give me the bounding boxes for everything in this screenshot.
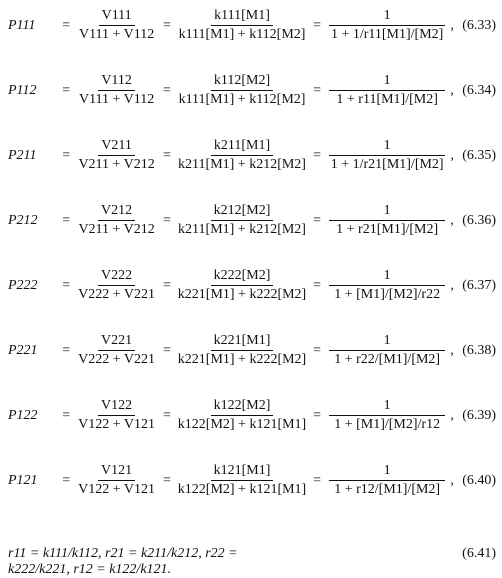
- fraction-denominator: 1 + r12/[M1]/[M2]: [334, 482, 441, 497]
- fraction-denominator: k221[M1] + k222[M2]: [177, 287, 307, 302]
- fraction-denominator: V122 + V121: [78, 417, 156, 432]
- fraction-denominator: V222 + V221: [78, 352, 156, 367]
- fraction-denominator: 1 + [M1]/[M2]/r12: [334, 417, 441, 432]
- equation-lhs: P111: [8, 17, 36, 33]
- equation-lhs: P221: [8, 342, 38, 358]
- trailing-punctuation: ,: [450, 17, 454, 33]
- equals-sign: =: [313, 17, 321, 33]
- equals-sign: =: [313, 82, 321, 98]
- equals-sign: =: [62, 82, 71, 98]
- fraction-numerator: V221: [98, 333, 135, 351]
- trailing-punctuation: ,: [450, 407, 454, 423]
- fraction-r: [324, 73, 450, 108]
- fraction-denominator: V111 + V112: [78, 92, 155, 107]
- equation-number: (6.33): [462, 17, 497, 33]
- fraction-denominator: V211 + V212: [78, 157, 155, 172]
- fraction-denominator: V222 + V221: [78, 287, 156, 302]
- trailing-punctuation: ,: [450, 82, 454, 98]
- fraction-numerator: V112: [98, 73, 135, 91]
- fraction-numerator: V111: [99, 8, 135, 26]
- fraction-numerator: 1: [383, 8, 391, 23]
- equals-sign: =: [313, 342, 321, 358]
- fraction-r: [324, 333, 450, 368]
- fraction-numerator: 1: [383, 138, 391, 153]
- trailing-punctuation: ,: [450, 147, 454, 163]
- equation-lhs: P211: [8, 147, 37, 163]
- equation-number: (6.37): [462, 277, 497, 293]
- equation-6-39: [8, 398, 496, 433]
- equation-number: (6.36): [462, 212, 497, 228]
- fraction-denominator: k221[M1] + k222[M2]: [177, 352, 307, 367]
- fraction-k: [174, 398, 310, 433]
- fraction-v: [73, 73, 160, 108]
- equals-sign: =: [163, 407, 171, 423]
- fraction-numerator: V212: [98, 203, 135, 221]
- fraction-r: [324, 463, 450, 498]
- trailing-punctuation: ,: [450, 212, 454, 228]
- fraction-numerator: V122: [98, 398, 135, 416]
- equation-number: (6.34): [462, 82, 497, 98]
- fraction-numerator: k112[M2]: [211, 73, 273, 91]
- equation-6-36: [8, 203, 496, 238]
- fraction-denominator: V211 + V212: [78, 222, 155, 237]
- fraction-v: [73, 138, 160, 173]
- fraction-denominator: V122 + V121: [78, 482, 156, 497]
- equation-6-38: [8, 333, 496, 368]
- equals-sign: =: [313, 407, 321, 423]
- equals-sign: =: [62, 212, 71, 228]
- equation-number: (6.35): [462, 147, 497, 163]
- equals-sign: =: [62, 277, 71, 293]
- equation-6-40: [8, 463, 496, 498]
- equals-sign: =: [163, 147, 171, 163]
- equals-sign: =: [163, 212, 171, 228]
- fraction-numerator: k111[M1]: [211, 8, 273, 26]
- fraction-numerator: k222[M2]: [211, 268, 274, 286]
- fraction-k: [174, 73, 310, 108]
- fraction-denominator: k122[M2] + k121[M1]: [177, 482, 307, 497]
- fraction-numerator: k211[M1]: [211, 138, 273, 156]
- equation-6-33: [8, 8, 496, 43]
- equals-sign: =: [62, 342, 71, 358]
- trailing-punctuation: ,: [450, 342, 454, 358]
- equals-sign: =: [313, 212, 321, 228]
- fraction-denominator: 1 + 1/r11[M1]/[M2]: [330, 27, 444, 42]
- equals-sign: =: [62, 472, 71, 488]
- equals-sign: =: [313, 277, 321, 293]
- fraction-v: [73, 268, 160, 303]
- fraction-denominator: k211[M1] + k212[M2]: [178, 222, 306, 237]
- fraction-r: [324, 203, 450, 238]
- fraction-r: [324, 8, 450, 43]
- fraction-numerator: k122[M2]: [211, 398, 274, 416]
- fraction-denominator: k111[M1] + k112[M2]: [178, 27, 306, 42]
- fraction-numerator: V222: [98, 268, 135, 286]
- fraction-denominator: k111[M1] + k112[M2]: [178, 92, 306, 107]
- fraction-v: [73, 333, 160, 368]
- equation-lhs: P112: [8, 82, 37, 98]
- fraction-r: [324, 268, 450, 303]
- equals-sign: =: [313, 147, 321, 163]
- equation-number: (6.39): [462, 407, 497, 423]
- fraction-denominator: k122[M2] + k121[M1]: [177, 417, 307, 432]
- fraction-denominator: 1 + 1/r21[M1]/[M2]: [330, 157, 444, 172]
- fraction-k: [174, 138, 310, 173]
- fraction-denominator: 1 + r21[M1]/[M2]: [336, 222, 439, 237]
- fraction-numerator: k221[M1]: [211, 333, 274, 351]
- fraction-k: [174, 8, 310, 43]
- fraction-numerator: k121[M1]: [211, 463, 274, 481]
- equals-sign: =: [163, 277, 171, 293]
- fraction-v: [73, 203, 160, 238]
- equation-number: (6.41): [462, 546, 496, 561]
- equals-sign: =: [313, 472, 321, 488]
- reactivity-ratio-definitions: r11 = k111/k112, r21 = k211/k212, r22 = k222/k221, r12 = k122/k121.: [8, 546, 238, 577]
- equation-6-37: [8, 268, 496, 303]
- equals-sign: =: [62, 407, 71, 423]
- fraction-r: [324, 398, 450, 433]
- equation-number: (6.40): [462, 472, 497, 488]
- equals-sign: =: [163, 472, 171, 488]
- equation-6-41: [8, 546, 496, 578]
- equals-sign: =: [163, 17, 171, 33]
- equals-sign: =: [163, 82, 171, 98]
- fraction-numerator: 1: [383, 73, 391, 88]
- fraction-numerator: 1: [383, 463, 391, 478]
- fraction-denominator: 1 + r22/[M1]/[M2]: [334, 352, 441, 367]
- fraction-k: [174, 203, 310, 238]
- fraction-denominator: k211[M1] + k212[M2]: [178, 157, 306, 172]
- fraction-r: [324, 138, 450, 173]
- fraction-numerator: 1: [383, 268, 391, 283]
- equals-sign: =: [62, 17, 71, 33]
- fraction-k: [174, 268, 310, 303]
- fraction-numerator: 1: [383, 203, 391, 218]
- fraction-numerator: V211: [98, 138, 135, 156]
- fraction-numerator: 1: [383, 333, 391, 348]
- equation-6-34: [8, 73, 496, 108]
- fraction-v: [73, 398, 160, 433]
- equation-6-35: [8, 138, 496, 173]
- trailing-punctuation: ,: [450, 277, 454, 293]
- fraction-k: [174, 463, 310, 498]
- equation-lhs: P222: [8, 277, 38, 293]
- fraction-numerator: 1: [383, 398, 391, 413]
- fraction-numerator: V121: [98, 463, 135, 481]
- equation-lhs: P212: [8, 212, 38, 228]
- equals-sign: =: [62, 147, 71, 163]
- fraction-numerator: k212[M2]: [211, 203, 274, 221]
- fraction-k: [174, 333, 310, 368]
- equation-lhs: P122: [8, 407, 38, 423]
- trailing-punctuation: ,: [450, 472, 454, 488]
- equation-number: (6.38): [462, 342, 497, 358]
- fraction-denominator: V111 + V112: [78, 27, 155, 42]
- fraction-v: [73, 463, 160, 498]
- fraction-v: [73, 8, 160, 43]
- equals-sign: =: [163, 342, 171, 358]
- fraction-denominator: 1 + r11[M1]/[M2]: [336, 92, 438, 107]
- equation-lhs: P121: [8, 472, 38, 488]
- fraction-denominator: 1 + [M1]/[M2]/r22: [334, 287, 441, 302]
